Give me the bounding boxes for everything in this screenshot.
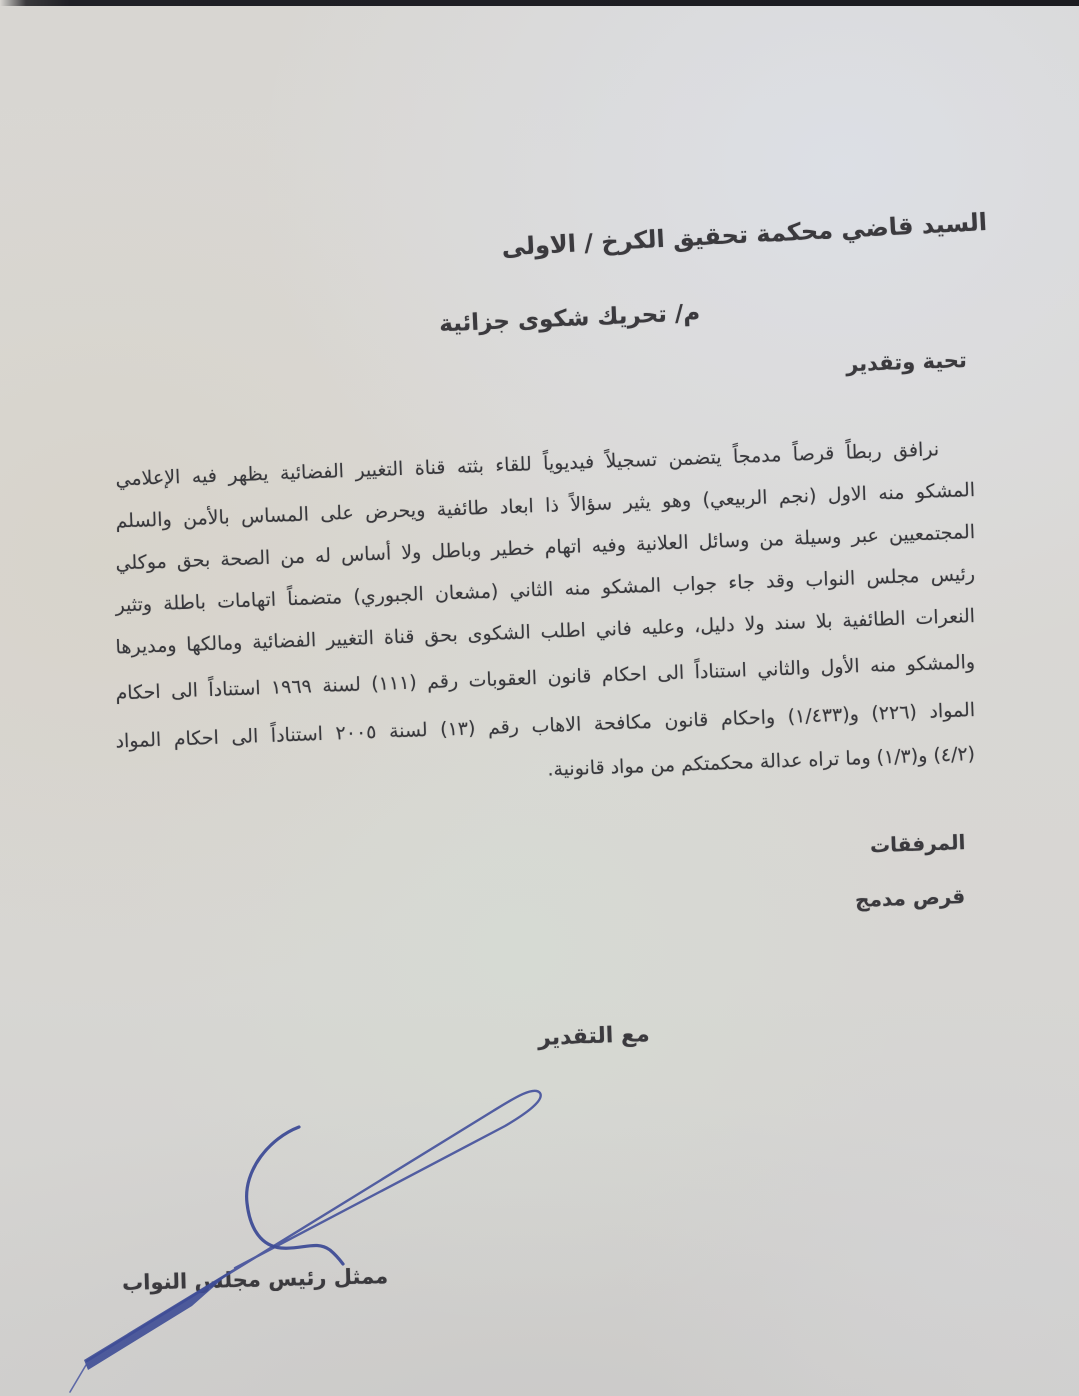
- attachments-item: قرص مدمج: [854, 884, 966, 912]
- body-line: المشكو منه الاول (نجم الربيعي) وهو يثير سؤالاً ذا ابعاد طائفية ويحرض على المساس بالأمن والسلم: [115, 479, 976, 533]
- body-line: المجتمعيين عبر وسيلة من وسائل العلانية وفيه اتهام خطير وباطل ولا أساس له من الصحة بحق موكلي: [115, 521, 976, 575]
- body-line: والمشكو منه الأول والثاني استناداً الى احكام قانون العقوبات رقم (١١١) لسنة ١٩٦٩ استناداً الى احكام: [115, 651, 976, 705]
- attachments-heading: المرفقات: [869, 830, 966, 858]
- salutation-line: تحية وتقدير: [845, 348, 968, 377]
- closing-line: مع التقدير: [538, 1022, 651, 1051]
- body-line: النعرات الطائفية بلا سند ولا دليل، وعليه فاني اطلب الشكوى بحق قناة التغيير الفضائية ومالكها ومديرها: [115, 605, 976, 659]
- signer-title: ممثل رئيس مجلس النواب: [121, 1264, 389, 1295]
- body-line: المواد (٢٢٦) و(١/٤٣٣) واحكام قانون مكافحة الاهاب رقم (١٣) لسنة ٢٠٠٥ استناداً الى احكام المواد: [115, 699, 976, 753]
- recipient-line: السيد قاضي محكمة تحقيق الكرخ / الاولى: [501, 208, 988, 262]
- body-line: نرافق ربطاً قرصاً مدمجاً يتضمن تسجيلاً فيديوياً للقاء بثته قناة التغيير الفضائية يظهر فيه الإعلامي: [115, 438, 940, 491]
- body-paragraph: [115, 428, 975, 788]
- scan-edge-artifact: [0, 0, 1079, 6]
- body-line: رئيس مجلس النواب وقد جاء جواب المشكو منه الثاني (مشعان الجبوري) متضمناً اتهامات باطلة وتثير: [115, 563, 976, 617]
- subject-line: م/ تحريك شكوى جزائية: [438, 300, 701, 338]
- signature-stroke-loop: [247, 1127, 343, 1264]
- signature-handwritten: [40, 1078, 560, 1396]
- signature-stroke-tail: [70, 1365, 86, 1392]
- body-line: (٤/٢) و(١/٣) وما تراه عدالة محكمتكم من مواد قانونية.: [546, 743, 976, 781]
- signature-stroke-spike: [84, 1268, 235, 1370]
